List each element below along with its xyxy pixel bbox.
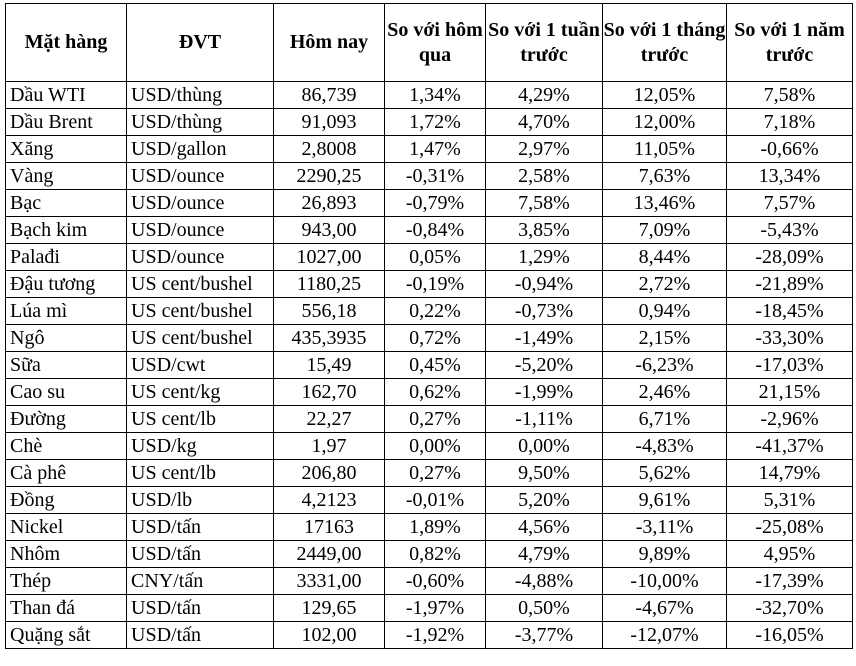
unit-cell: USD/gallon xyxy=(127,136,274,163)
change-vs-yesterday-cell: -1,97% xyxy=(385,595,486,622)
change-vs-week-cell: 7,58% xyxy=(486,190,603,217)
change-vs-month-cell: 9,89% xyxy=(603,541,727,568)
change-vs-year-cell: 14,79% xyxy=(727,460,853,487)
today-price-cell: 435,3935 xyxy=(274,325,385,352)
commodity-name-cell: Ngô xyxy=(6,325,127,352)
commodity-name-cell: Đường xyxy=(6,406,127,433)
change-vs-yesterday-cell: 0,27% xyxy=(385,406,486,433)
unit-cell: USD/ounce xyxy=(127,244,274,271)
commodity-name-cell: Đồng xyxy=(6,487,127,514)
table-row xyxy=(6,352,853,379)
table-row xyxy=(6,190,853,217)
change-vs-year-cell: -17,39% xyxy=(727,568,853,595)
change-vs-week-cell: 4,56% xyxy=(486,514,603,541)
change-vs-yesterday-cell: -0,19% xyxy=(385,271,486,298)
today-price-cell: 2449,00 xyxy=(274,541,385,568)
today-price-cell: 17163 xyxy=(274,514,385,541)
commodity-name-cell: Nickel xyxy=(6,514,127,541)
change-vs-year-cell: 21,15% xyxy=(727,379,853,406)
change-vs-year-cell: 13,34% xyxy=(727,163,853,190)
commodity-name-cell: Than đá xyxy=(6,595,127,622)
change-vs-year-cell: -17,03% xyxy=(727,352,853,379)
change-vs-week-cell: -0,73% xyxy=(486,298,603,325)
change-vs-month-cell: 12,05% xyxy=(603,82,727,109)
change-vs-month-cell: -4,67% xyxy=(603,595,727,622)
change-vs-yesterday-cell: 0,22% xyxy=(385,298,486,325)
change-vs-yesterday-cell: 1,72% xyxy=(385,109,486,136)
table-row xyxy=(6,568,853,595)
commodity-name-cell: Lúa mì xyxy=(6,298,127,325)
table-row xyxy=(6,541,853,568)
header-vs-month: So với 1 tháng trước xyxy=(603,4,727,82)
unit-cell: US cent/bushel xyxy=(127,325,274,352)
unit-cell: CNY/tấn xyxy=(127,568,274,595)
today-price-cell: 943,00 xyxy=(274,217,385,244)
today-price-cell: 91,093 xyxy=(274,109,385,136)
header-row xyxy=(6,4,853,82)
today-price-cell: 1027,00 xyxy=(274,244,385,271)
change-vs-yesterday-cell: 0,72% xyxy=(385,325,486,352)
today-price-cell: 129,65 xyxy=(274,595,385,622)
unit-cell: USD/thùng xyxy=(127,82,274,109)
unit-cell: USD/tấn xyxy=(127,514,274,541)
today-price-cell: 162,70 xyxy=(274,379,385,406)
change-vs-yesterday-cell: -0,60% xyxy=(385,568,486,595)
today-price-cell: 22,27 xyxy=(274,406,385,433)
unit-cell: USD/ounce xyxy=(127,190,274,217)
change-vs-month-cell: 0,94% xyxy=(603,298,727,325)
unit-cell: US cent/bushel xyxy=(127,298,274,325)
change-vs-week-cell: 0,00% xyxy=(486,433,603,460)
table-row xyxy=(6,433,853,460)
change-vs-month-cell: 7,63% xyxy=(603,163,727,190)
change-vs-yesterday-cell: 1,34% xyxy=(385,82,486,109)
change-vs-month-cell: 2,46% xyxy=(603,379,727,406)
unit-cell: USD/thùng xyxy=(127,109,274,136)
change-vs-month-cell: 8,44% xyxy=(603,244,727,271)
change-vs-month-cell: 6,71% xyxy=(603,406,727,433)
change-vs-yesterday-cell: -0,84% xyxy=(385,217,486,244)
table-row xyxy=(6,163,853,190)
commodity-name-cell: Quặng sắt xyxy=(6,622,127,649)
change-vs-week-cell: -4,88% xyxy=(486,568,603,595)
change-vs-week-cell: 4,70% xyxy=(486,109,603,136)
change-vs-month-cell: -12,07% xyxy=(603,622,727,649)
table-body xyxy=(6,82,853,649)
unit-cell: USD/ounce xyxy=(127,163,274,190)
change-vs-month-cell: 9,61% xyxy=(603,487,727,514)
header-vs-week: So với 1 tuần trước xyxy=(486,4,603,82)
table-row xyxy=(6,136,853,163)
header-unit: ĐVT xyxy=(127,4,274,82)
commodity-name-cell: Chè xyxy=(6,433,127,460)
commodity-name-cell: Cà phê xyxy=(6,460,127,487)
change-vs-year-cell: -21,89% xyxy=(727,271,853,298)
commodity-name-cell: Dầu WTI xyxy=(6,82,127,109)
commodity-name-cell: Nhôm xyxy=(6,541,127,568)
change-vs-yesterday-cell: 0,05% xyxy=(385,244,486,271)
unit-cell: US cent/lb xyxy=(127,460,274,487)
change-vs-yesterday-cell: 0,45% xyxy=(385,352,486,379)
table-row xyxy=(6,460,853,487)
header-vs-year: So với 1 năm trước xyxy=(727,4,853,82)
change-vs-month-cell: 11,05% xyxy=(603,136,727,163)
commodity-name-cell: Thép xyxy=(6,568,127,595)
change-vs-month-cell: 12,00% xyxy=(603,109,727,136)
unit-cell: US cent/bushel xyxy=(127,271,274,298)
table-row xyxy=(6,622,853,649)
change-vs-yesterday-cell: -0,01% xyxy=(385,487,486,514)
change-vs-year-cell: -16,05% xyxy=(727,622,853,649)
table-row xyxy=(6,487,853,514)
commodity-name-cell: Cao su xyxy=(6,379,127,406)
table-row xyxy=(6,325,853,352)
today-price-cell: 102,00 xyxy=(274,622,385,649)
table-row xyxy=(6,109,853,136)
unit-cell: US cent/kg xyxy=(127,379,274,406)
change-vs-year-cell: -25,08% xyxy=(727,514,853,541)
table-row xyxy=(6,514,853,541)
change-vs-year-cell: 4,95% xyxy=(727,541,853,568)
change-vs-month-cell: -10,00% xyxy=(603,568,727,595)
change-vs-year-cell: 7,58% xyxy=(727,82,853,109)
header-today: Hôm nay xyxy=(274,4,385,82)
today-price-cell: 2,8008 xyxy=(274,136,385,163)
change-vs-year-cell: -28,09% xyxy=(727,244,853,271)
change-vs-week-cell: 2,97% xyxy=(486,136,603,163)
today-price-cell: 1180,25 xyxy=(274,271,385,298)
change-vs-year-cell: -2,96% xyxy=(727,406,853,433)
change-vs-week-cell: 4,79% xyxy=(486,541,603,568)
change-vs-year-cell: -0,66% xyxy=(727,136,853,163)
change-vs-yesterday-cell: 1,47% xyxy=(385,136,486,163)
today-price-cell: 1,97 xyxy=(274,433,385,460)
today-price-cell: 15,49 xyxy=(274,352,385,379)
change-vs-yesterday-cell: 0,27% xyxy=(385,460,486,487)
unit-cell: USD/tấn xyxy=(127,595,274,622)
table-row xyxy=(6,595,853,622)
change-vs-week-cell: 4,29% xyxy=(486,82,603,109)
unit-cell: USD/tấn xyxy=(127,541,274,568)
today-price-cell: 86,739 xyxy=(274,82,385,109)
commodity-price-table xyxy=(5,3,853,649)
table-row xyxy=(6,217,853,244)
change-vs-week-cell: -3,77% xyxy=(486,622,603,649)
change-vs-month-cell: 13,46% xyxy=(603,190,727,217)
change-vs-yesterday-cell: -0,31% xyxy=(385,163,486,190)
change-vs-year-cell: 7,57% xyxy=(727,190,853,217)
commodity-name-cell: Dầu Brent xyxy=(6,109,127,136)
change-vs-month-cell: 5,62% xyxy=(603,460,727,487)
commodity-name-cell: Vàng xyxy=(6,163,127,190)
change-vs-yesterday-cell: 0,62% xyxy=(385,379,486,406)
change-vs-year-cell: 7,18% xyxy=(727,109,853,136)
commodity-name-cell: Đậu tương xyxy=(6,271,127,298)
commodity-name-cell: Palađi xyxy=(6,244,127,271)
change-vs-week-cell: 5,20% xyxy=(486,487,603,514)
today-price-cell: 3331,00 xyxy=(274,568,385,595)
unit-cell: USD/lb xyxy=(127,487,274,514)
table-row xyxy=(6,379,853,406)
change-vs-week-cell: 1,29% xyxy=(486,244,603,271)
change-vs-week-cell: 2,58% xyxy=(486,163,603,190)
today-price-cell: 2290,25 xyxy=(274,163,385,190)
table-row xyxy=(6,271,853,298)
change-vs-month-cell: -4,83% xyxy=(603,433,727,460)
change-vs-week-cell: 3,85% xyxy=(486,217,603,244)
change-vs-yesterday-cell: 0,82% xyxy=(385,541,486,568)
commodity-name-cell: Xăng xyxy=(6,136,127,163)
change-vs-month-cell: -3,11% xyxy=(603,514,727,541)
change-vs-week-cell: -1,49% xyxy=(486,325,603,352)
change-vs-week-cell: -5,20% xyxy=(486,352,603,379)
change-vs-yesterday-cell: -0,79% xyxy=(385,190,486,217)
unit-cell: US cent/lb xyxy=(127,406,274,433)
unit-cell: USD/ounce xyxy=(127,217,274,244)
change-vs-week-cell: 9,50% xyxy=(486,460,603,487)
today-price-cell: 556,18 xyxy=(274,298,385,325)
change-vs-year-cell: -18,45% xyxy=(727,298,853,325)
change-vs-year-cell: -41,37% xyxy=(727,433,853,460)
change-vs-year-cell: -33,30% xyxy=(727,325,853,352)
change-vs-month-cell: 2,15% xyxy=(603,325,727,352)
today-price-cell: 206,80 xyxy=(274,460,385,487)
table-row xyxy=(6,244,853,271)
change-vs-yesterday-cell: 0,00% xyxy=(385,433,486,460)
change-vs-month-cell: 2,72% xyxy=(603,271,727,298)
change-vs-year-cell: 5,31% xyxy=(727,487,853,514)
unit-cell: USD/kg xyxy=(127,433,274,460)
commodity-name-cell: Sữa xyxy=(6,352,127,379)
change-vs-yesterday-cell: -1,92% xyxy=(385,622,486,649)
today-price-cell: 26,893 xyxy=(274,190,385,217)
change-vs-year-cell: -32,70% xyxy=(727,595,853,622)
change-vs-month-cell: 7,09% xyxy=(603,217,727,244)
commodity-name-cell: Bạch kim xyxy=(6,217,127,244)
today-price-cell: 4,2123 xyxy=(274,487,385,514)
change-vs-yesterday-cell: 1,89% xyxy=(385,514,486,541)
change-vs-week-cell: -1,99% xyxy=(486,379,603,406)
table-row xyxy=(6,406,853,433)
commodity-name-cell: Bạc xyxy=(6,190,127,217)
change-vs-week-cell: -1,11% xyxy=(486,406,603,433)
change-vs-year-cell: -5,43% xyxy=(727,217,853,244)
header-commodity: Mặt hàng xyxy=(6,4,127,82)
table-row xyxy=(6,82,853,109)
change-vs-week-cell: 0,50% xyxy=(486,595,603,622)
unit-cell: USD/cwt xyxy=(127,352,274,379)
change-vs-week-cell: -0,94% xyxy=(486,271,603,298)
table-row xyxy=(6,298,853,325)
unit-cell: USD/tấn xyxy=(127,622,274,649)
change-vs-month-cell: -6,23% xyxy=(603,352,727,379)
header-vs-yesterday: So với hôm qua xyxy=(385,4,486,82)
